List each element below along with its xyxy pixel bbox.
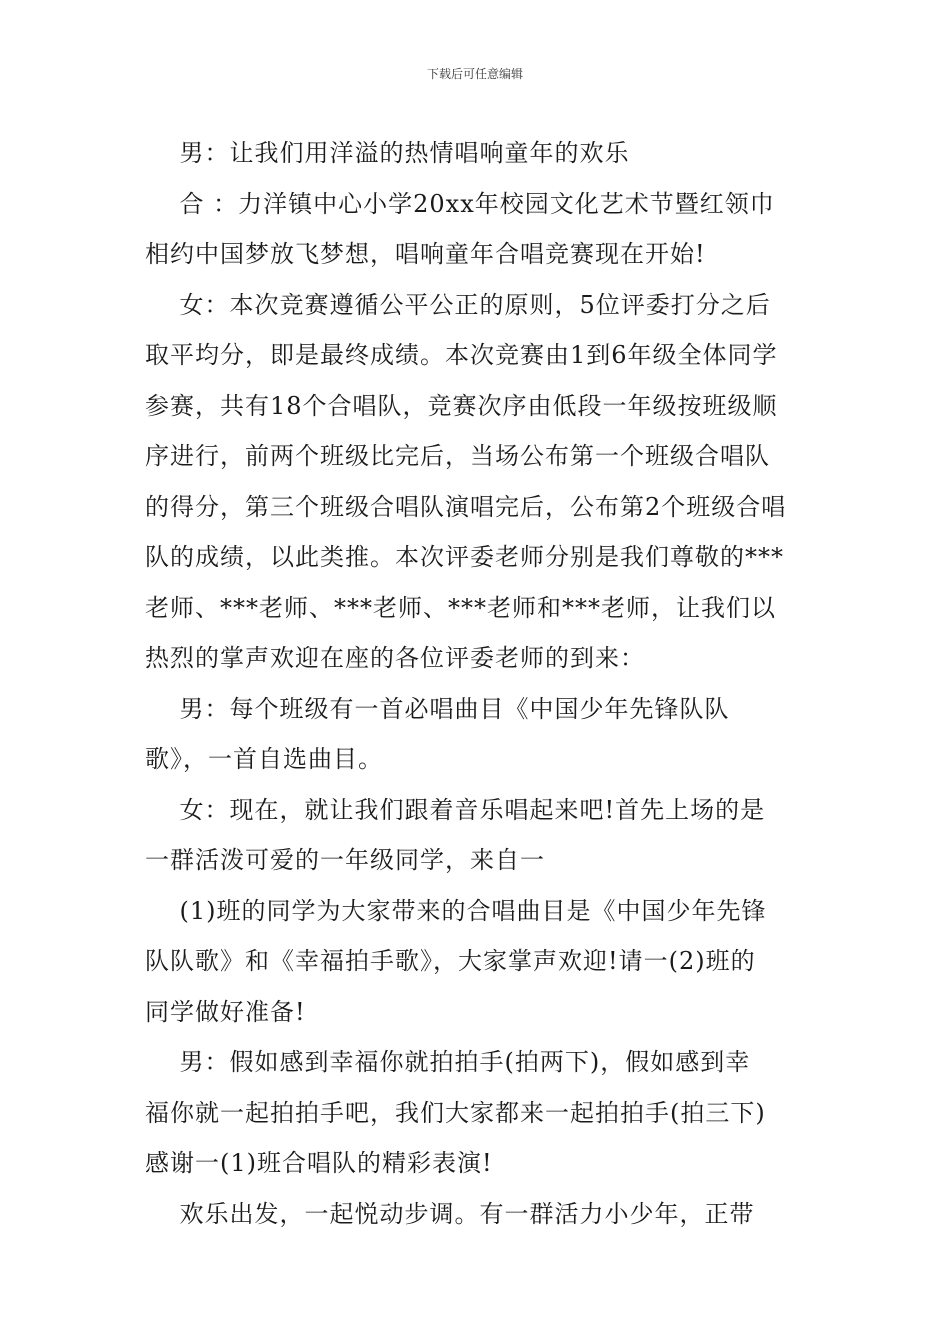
text-line: 的得分，第三个班级合唱队演唱完后，公布第2个班级合唱	[145, 492, 787, 521]
text-line: 热烈的掌声欢迎在座的各位评委老师的到来：	[145, 644, 645, 672]
page-header: 下载后可任意编辑	[426, 67, 523, 81]
text-line: 感谢一(1)班合唱队的精彩表演!	[145, 1149, 493, 1177]
text-line: 女：本次竞赛遵循公平公正的原则，5位评委打分之后	[145, 290, 771, 319]
document-body	[145, 128, 807, 1239]
text-line: (1)班的同学为大家带来的合唱曲目是《中国少年先锋	[145, 896, 767, 925]
text-line: 队队歌》和《幸福拍手歌》，大家掌声欢迎!请一(2)班的	[145, 947, 756, 975]
text-line: 欢乐出发，一起悦动步调。有一群活力小少年，正带	[145, 1199, 755, 1228]
text-line: 合 ：力洋镇中心小学20xx年校园文化艺术节暨红领巾	[145, 189, 775, 218]
text-line: 福你就一起拍拍手吧，我们大家都来一起拍拍手(拍三下)	[145, 1098, 766, 1127]
text-line: 取平均分，即是最终成绩。本次竞赛由1到6年级全体同学	[145, 341, 778, 369]
text-line: 队的成绩，以此类推。本次评委老师分别是我们尊敬的***	[145, 543, 784, 571]
text-line: 男：假如感到幸福你就拍拍手(拍两下)，假如感到幸	[145, 1048, 751, 1076]
text-line: 相约中国梦放飞梦想，唱响童年合唱竞赛现在开始!	[145, 240, 706, 268]
text-line: 序进行，前两个班级比完后，当场公布第一个班级合唱队	[145, 442, 770, 470]
text-line: 男：每个班级有一首必唱曲目《中国少年先锋队队	[145, 694, 730, 723]
text-line: 参赛，共有18个合唱队，竞赛次序由低段一年级按班级顺	[145, 391, 778, 420]
text-line: 一群活泼可爱的一年级同学，来自一	[145, 846, 545, 874]
text-line: 女：现在，就让我们跟着音乐唱起来吧!首先上场的是	[145, 795, 766, 824]
text-line: 同学做好准备!	[145, 997, 306, 1026]
text-line: 歌》，一首自选曲目。	[145, 745, 383, 773]
text-line: 男：让我们用洋溢的热情唱响童年的欢乐	[145, 139, 630, 167]
text-line: 老师、***老师、***老师、***老师和***老师，让我们以	[145, 593, 776, 622]
